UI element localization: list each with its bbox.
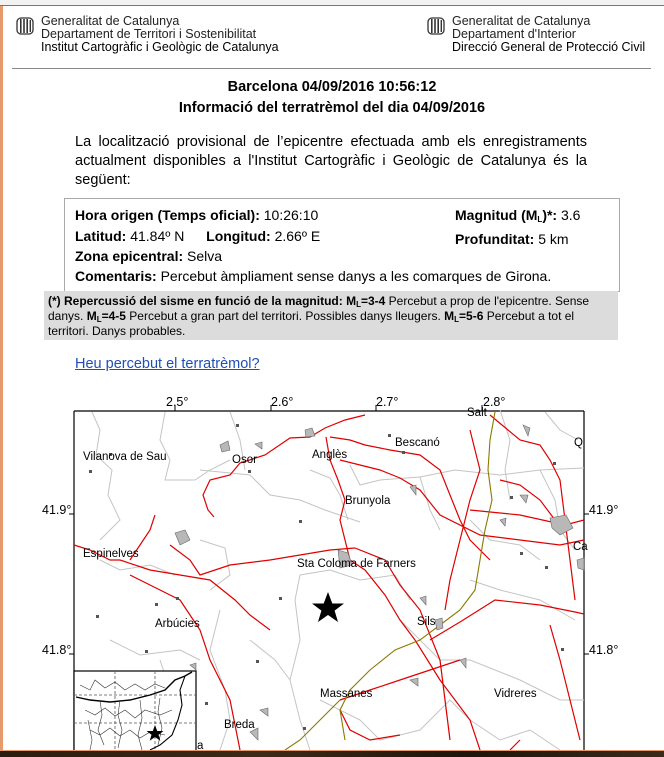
place-espinelves: Espinelves (83, 548, 139, 560)
epicentral-zone-value: Selva (187, 248, 223, 264)
intro-paragraph: La localització provisional de l’epicentre efectuada amb els enregistraments actualment disponibles a l'Institut Cartogràfic i Geològic de Catalunya és la següent: (75, 134, 587, 188)
felt-report-link[interactable]: Heu percebut el terratrèmol? (75, 356, 260, 372)
place-bescano: Bescanó (395, 437, 440, 449)
report-datetime-title: Barcelona 04/09/2016 10:56:12 (227, 79, 437, 95)
lat-tick-41.9-left: 41.9° (42, 503, 72, 517)
epicentre-map[interactable] (0, 385, 664, 750)
place-q-cut: Q (574, 437, 583, 449)
magnitude-label: Magnitud $(M_L)*$: (455, 207, 558, 224)
place-brunyola: Brunyola (345, 495, 391, 507)
generalitat-shield-icon (427, 17, 445, 35)
header-left-line2: Departament de Territori i Sostenibilitat (41, 27, 257, 41)
header-right-divider (332, 68, 651, 69)
latitude-value: 41.84º N (130, 228, 185, 244)
depth-label: Profunditat: (455, 231, 535, 247)
header-right-line1: Generalitat de Catalunya (452, 14, 591, 28)
place-arbucies: Arbúcies (155, 618, 200, 630)
place-sta-coloma-de-farners: Sta Coloma de Farners (297, 558, 416, 570)
place-massanes: Massanes (320, 688, 373, 700)
magnitude-value: 3.6 (560, 207, 581, 223)
origin-time-row (75, 207, 318, 223)
latitude-label: Latitud: (75, 228, 127, 244)
magnitude-impact-note (44, 291, 618, 340)
lat-tick-41.8-right: 41.8° (589, 643, 619, 657)
logo-generalitat-interior (427, 15, 645, 54)
depth-value: 5 km (538, 231, 569, 247)
longitude-label: Longitud: (206, 228, 271, 244)
header-left-line1: Generalitat de Catalunya (41, 14, 180, 28)
header-right-line3: Direcció General de Protecció Civil (452, 40, 646, 54)
generalitat-shield-icon (16, 17, 34, 35)
origin-time-label: Hora origen (Temps oficial): (75, 207, 260, 223)
comments-value: Percebut àmpliament sense danys a les comarques de Girona. (160, 268, 552, 284)
place-breda: Breda (224, 719, 255, 731)
header-left-line3: Institut Cartogràfic i Geològic de Catalunya (41, 40, 279, 54)
lon-tick-2.6: 2.6° (271, 395, 294, 409)
report-subtitle: Informació del terratrèmol del dia 04/09/2016 (178, 100, 486, 116)
ml-range-3-text: Percebut a tot el territori. Danys probables. (48, 309, 575, 338)
comments-row (75, 268, 551, 284)
origin-time-value: 10:26:10 (263, 207, 319, 223)
place-salt: Salt (467, 407, 487, 419)
ml-range-2-text: Percebut a gran part del territori. Possibles danys lleugers. (125, 309, 445, 323)
coordinates-row (75, 228, 320, 244)
epicentral-zone-label: Zona epicentral: (75, 248, 184, 264)
logo-generalitat-territori (16, 15, 279, 54)
longitude-value: 2.66º E (274, 228, 321, 244)
ml-range-1: $M_L=3-4$ (346, 294, 386, 309)
magnitude-row (455, 207, 580, 223)
ml-range-2: $M_L=4-5$ (86, 309, 126, 324)
place-vilanova-de-sau: Vilanova de Sau (83, 451, 167, 463)
earthquake-info-box (64, 198, 620, 292)
epicentre-star-icon (312, 592, 344, 622)
header-right-line2: Departament d'Interior (452, 27, 576, 41)
note-heading: (*) Repercussió del sisme en funció de la magnitud: (48, 294, 343, 308)
comments-label: Comentaris: (75, 268, 157, 284)
lat-tick-41.9-right: 41.9° (589, 503, 619, 517)
place-ca-cut: Ca (573, 541, 588, 553)
catalonia-inset-map (74, 671, 196, 750)
place-a-cut: a (197, 740, 204, 750)
epicentral-zone-row (75, 248, 222, 264)
ml-range-1-text: Percebut a prop de l'epicentre. Sense danys. (48, 294, 590, 323)
lon-tick-2.8: 2.8° (483, 395, 506, 409)
lon-tick-2.5: 2.5° (166, 395, 189, 409)
place-osor: Osor (232, 454, 257, 466)
lon-tick-2.7: 2.7° (376, 395, 399, 409)
place-angles: Anglès (312, 449, 348, 461)
lat-tick-41.8-left: 41.8° (42, 643, 72, 657)
place-sils: Sils (417, 616, 436, 628)
depth-row (455, 231, 569, 247)
header-left-divider (12, 68, 332, 69)
ml-range-3: $M_L=5-6$ (444, 309, 484, 324)
place-vidreres: Vidreres (494, 688, 537, 700)
railway (285, 412, 495, 750)
browser-top-bar (0, 0, 664, 6)
